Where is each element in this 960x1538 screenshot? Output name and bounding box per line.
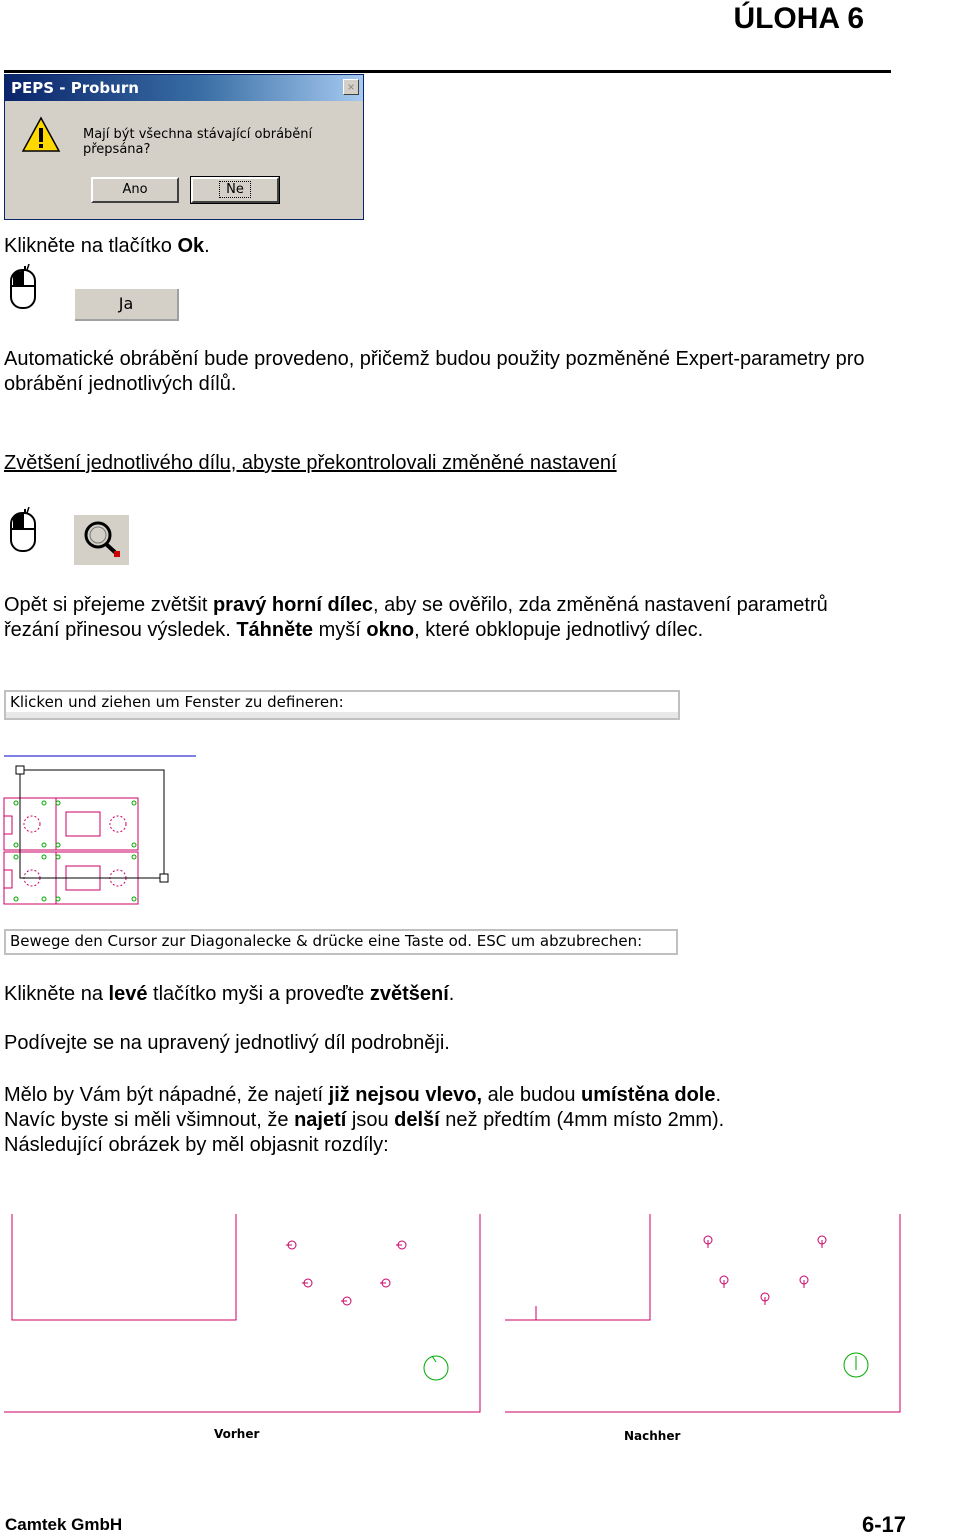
text: tlačítko myši a proveďte <box>147 983 370 1005</box>
bold-text: Táhněte <box>236 619 314 641</box>
close-icon[interactable]: × <box>343 79 359 95</box>
instruction-click-ok <box>4 234 210 259</box>
text: než předtím (4mm místo 2mm). <box>439 1109 725 1131</box>
footer-page-number: 6-17 <box>862 1512 907 1537</box>
text: Navíc byste si měli všimnout, že <box>4 1109 295 1131</box>
dialog-message: Mají být všechna stávající obrábění přepsána? <box>83 127 313 157</box>
instruction-look: Podívejte se na upravený jednotlivý díl podrobněji. <box>4 1032 450 1054</box>
warning-icon <box>21 115 61 155</box>
auto-machining-line-1: Automatické obrábění bude provedeno, přičemž budou použity pozměněné Expert-parametry pro <box>4 348 865 370</box>
yes-button[interactable]: Ano <box>91 177 179 203</box>
text: , aby se ověřilo, zda změněná nastavení parametrů <box>373 594 828 616</box>
zoom-paragraph-line-1 <box>4 593 828 618</box>
header-rule <box>4 70 891 73</box>
section-heading: Zvětšení jednotlivého dílu, abyste překontrolovali změněné nastavení <box>4 452 617 474</box>
auto-machining-line-2: obrábění jednotlivých dílů. <box>4 373 237 395</box>
text: myší <box>313 619 367 641</box>
notice-line-3: Následující obrázek by měl objasnit rozdíly: <box>4 1134 389 1156</box>
footer-company: Camtek GmbH <box>5 1515 123 1534</box>
bold-text: okno <box>366 619 415 641</box>
bold-text: zvětšení <box>369 983 449 1005</box>
text: Opět si přejeme zvětšit <box>4 594 213 616</box>
no-button[interactable] <box>191 177 279 203</box>
bold-text: umístěna dole <box>581 1084 716 1106</box>
zoom-window-button[interactable] <box>74 515 129 565</box>
bold-text: levé <box>108 983 148 1005</box>
notice-line-2 <box>4 1108 724 1133</box>
command-status-bar: Klicken und ziehen um Fenster zu defineren: <box>4 690 680 720</box>
text: . <box>204 235 210 257</box>
text: . <box>715 1084 722 1106</box>
magnifier-icon <box>74 515 129 565</box>
after-caption: Nachher <box>624 1429 681 1443</box>
text: Klikněte na <box>4 983 109 1005</box>
ja-button[interactable]: Ja <box>75 289 179 321</box>
bold-text: najetí <box>294 1109 347 1131</box>
text: Mělo by Vám být nápadné, že najetí <box>4 1084 329 1106</box>
instruction-left-click <box>4 982 454 1007</box>
left-mouse-button-icon <box>8 507 38 555</box>
text: ale budou <box>482 1084 582 1106</box>
confirm-dialog <box>4 74 364 220</box>
before-caption: Vorher <box>214 1427 260 1441</box>
bold-text: delší <box>394 1109 440 1131</box>
text: , které obklopuje jednotlivý dílec. <box>414 619 704 641</box>
left-mouse-button-icon <box>8 264 38 312</box>
no-button-label: Ne <box>219 181 251 198</box>
text: Klikněte na tlačítko <box>4 235 178 257</box>
zoom-paragraph-line-2 <box>4 618 703 643</box>
dialog-titlebar <box>5 75 363 101</box>
text: řezání přinesou výsledek. <box>4 619 237 641</box>
ok-label: Ok <box>177 235 205 257</box>
bold-text: pravý horní dílec <box>212 594 374 616</box>
text: . <box>448 983 455 1005</box>
before-after-drawing <box>0 1210 960 1420</box>
notice-line-1 <box>4 1083 721 1108</box>
page-title: ÚLOHA 6 <box>733 2 864 35</box>
command-status-bar: Bewege den Cursor zur Diagonalecke & drücke eine Taste od. ESC um abzubrechen: <box>4 929 678 955</box>
dialog-title: PEPS - Proburn <box>11 79 139 97</box>
cad-parts-zoom-window <box>0 740 200 910</box>
text: jsou <box>346 1109 395 1131</box>
bold-text: již nejsou vlevo, <box>328 1084 483 1106</box>
